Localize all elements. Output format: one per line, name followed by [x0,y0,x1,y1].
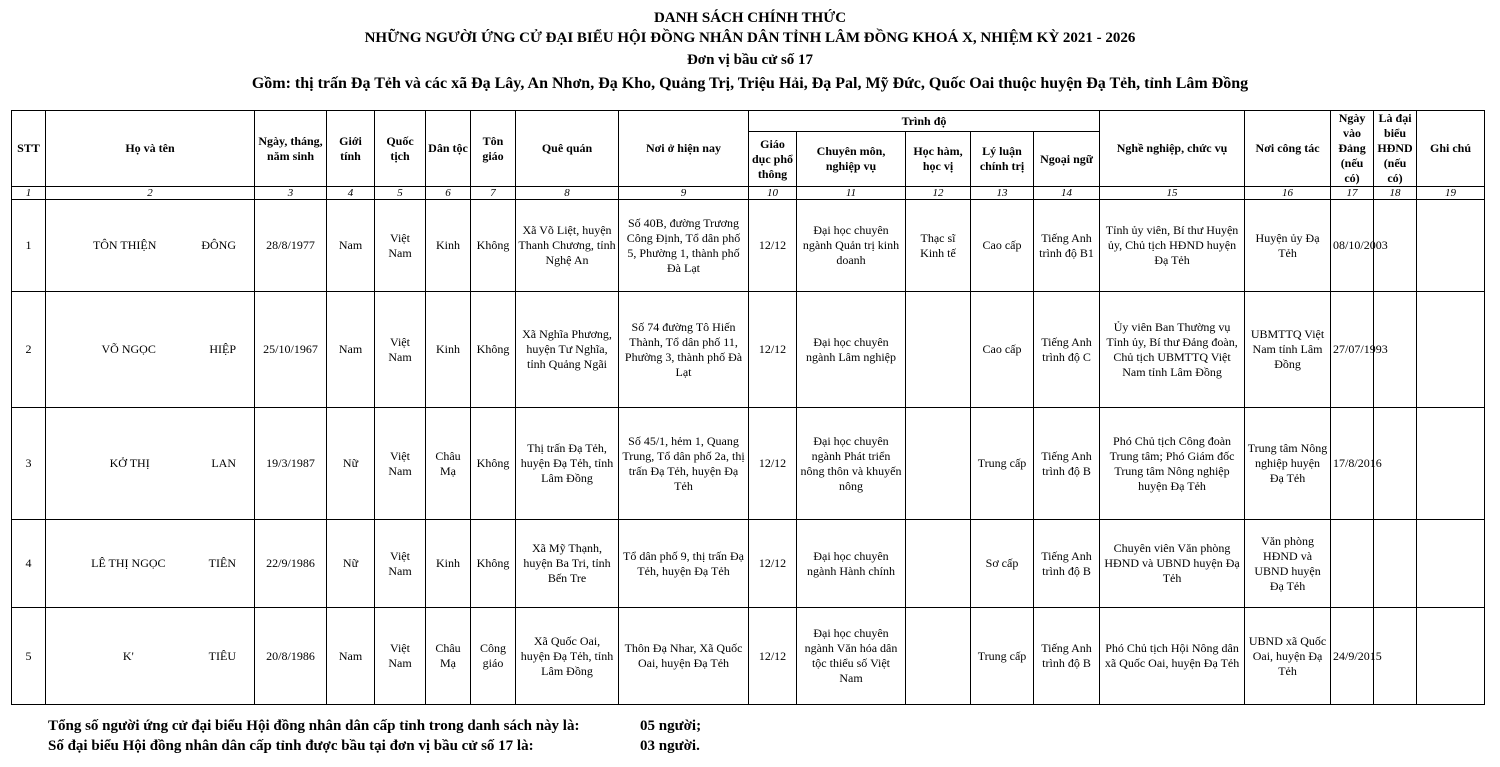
stt-cell: 2 [12,292,46,408]
politics-cell: Cao cấp [971,292,1034,408]
column-number: 17 [1331,187,1374,200]
surname: KỞ THỊ [109,456,150,470]
residence-cell: Số 45/1, hẻm 1, Quang Trung, Tổ dân phố 2a, thị trấn Đạ Tẻh, huyện Đạ Tẻh [619,408,749,520]
specialty-cell: Đại học chuyên ngành Quản trị kinh doanh [797,200,906,292]
candidate-row [12,200,1485,292]
ethnicity-cell: Châu Mạ [426,608,471,705]
header-occupation: Nghề nghiệp, chức vụ [1100,111,1245,187]
unit-scope: Gồm: thị trấn Đạ Tẻh và các xã Đạ Lây, An Nhơn, Đạ Kho, Quảng Trị, Triệu Hải, Đạ Pal, Mỹ Đức, Quốc Oai thuộc huyện Đạ Tẻh, tỉnh Lâm Đồng [251,75,1249,92]
occupation-cell: Ủy viên Ban Thường vụ Tỉnh ủy, Bí thư Đảng đoàn, Chủ tịch UBMTTQ Việt Nam tỉnh Lâm Đồng [1100,292,1245,408]
ethnicity-cell: Châu Mạ [426,408,471,520]
header-delegate: Là đại biểu HĐND (nếu có) [1374,111,1417,187]
doc-subtitle: NHỮNG NGƯỜI ỨNG CỬ ĐẠI BIỂU HỘI ĐỒNG NHÂN DÂN TỈNH LÂM ĐỒNG KHOÁ X, NHIỆM KỲ 2021 - 2026 [364,30,1136,46]
degree-cell: Thạc sĩ Kinh tế [906,200,971,292]
general-edu-cell: 12/12 [749,608,797,705]
workplace-cell: Trung tâm Nông nghiệp huyện Đạ Tẻh [1245,408,1331,520]
occupation-cell: Tỉnh ủy viên, Bí thư Huyện ủy, Chủ tịch HĐND huyện Đạ Tẻh [1100,200,1245,292]
general-edu-cell: 12/12 [749,408,797,520]
occupation-cell: Phó Chủ tịch Hội Nông dân xã Quốc Oai, huyện Đạ Tẻh [1100,608,1245,705]
electoral-unit: Đơn vị bầu cử số 17 [686,52,814,68]
header-politics: Lý luận chính trị [971,132,1034,187]
surname: K' [122,648,134,663]
given-name: LAN [211,456,236,470]
header-hometown: Quê quán [516,111,619,187]
header-religion: Tôn giáo [471,111,516,187]
nationality-cell: Việt Nam [375,292,426,408]
ethnicity-cell: Kinh [426,292,471,408]
stt-cell: 5 [12,608,46,705]
ethnicity-cell: Kinh [426,520,471,608]
candidate-table [11,110,1485,705]
language-cell: Tiếng Anh trình độ B1 [1034,200,1100,292]
dob-cell: 22/9/1986 [255,520,327,608]
column-number: 1 [12,187,46,200]
column-number: 5 [375,187,426,200]
given-name: HIỆP [209,342,236,356]
politics-cell: Cao cấp [971,200,1034,292]
header-specialty: Chuyên môn, nghiệp vụ [797,132,906,187]
nationality-cell: Việt Nam [375,520,426,608]
degree-cell [906,608,971,705]
given-name: TIÊN [208,556,236,570]
note-cell [1417,608,1485,705]
gender-cell: Nam [327,608,375,705]
degree-cell [906,408,971,520]
note-cell [1417,292,1485,408]
header-dob: Ngày, tháng, năm sinh [255,111,327,187]
occupation-cell: Chuyên viên Văn phòng HĐND và UBND huyện Đạ Tẻh [1100,520,1245,608]
nationality-cell: Việt Nam [375,408,426,520]
name-cell [46,200,255,292]
religion-cell: Không [471,408,516,520]
specialty-cell: Đại học chuyên ngành Lâm nghiệp [797,292,906,408]
header-language: Ngoại ngữ [1034,132,1100,187]
specialty-cell: Đại học chuyên ngành Hành chính [797,520,906,608]
residence-cell: Số 40B, đường Trương Công Định, Tổ dân phố 5, Phường 1, thành phố Đà Lạt [619,200,749,292]
hometown-cell: Xã Mỹ Thạnh, huyện Ba Tri, tỉnh Bến Tre [516,520,619,608]
note-cell [1417,200,1485,292]
language-cell: Tiếng Anh trình độ B [1034,520,1100,608]
column-number: 16 [1245,187,1331,200]
header-workplace: Nơi công tác [1245,111,1331,187]
gender-cell: Nữ [327,520,375,608]
gender-cell: Nam [327,200,375,292]
column-number: 11 [797,187,906,200]
column-number: 18 [1374,187,1417,200]
language-cell: Tiếng Anh trình độ B [1034,408,1100,520]
header-general-edu: Giáo dục phổ thông [749,132,797,187]
surname: TÔN THIỆN [92,238,157,252]
candidate-rows [12,200,1485,705]
workplace-cell: Văn phòng HĐND và UBND huyện Đạ Tẻh [1245,520,1331,608]
total-candidates-value: 05 người; [640,718,702,734]
specialty-cell: Đại học chuyên ngành Phát triển nông thôn và khuyến nông [797,408,906,520]
delegate-cell [1374,520,1417,608]
column-number: 12 [906,187,971,200]
header-residence: Nơi ở hiện nay [619,111,749,187]
header-party-date: Ngày vào Đảng (nếu có) [1331,111,1374,187]
hometown-cell: Xã Quốc Oai, huyện Đạ Tẻh, tỉnh Lâm Đồng [516,608,619,705]
politics-cell: Trung cấp [971,608,1034,705]
workplace-cell: UBMTTQ Việt Nam tỉnh Lâm Đồng [1245,292,1331,408]
header-nationality: Quốc tịch [375,111,426,187]
column-number: 7 [471,187,516,200]
hometown-cell: Xã Nghĩa Phương, huyện Tư Nghĩa, tỉnh Quảng Ngãi [516,292,619,408]
given-name: TIÊU [208,648,236,663]
ethnicity-cell: Kinh [426,200,471,292]
gender-cell: Nữ [327,408,375,520]
column-number: 6 [426,187,471,200]
hometown-cell: Xã Võ Liệt, huyện Thanh Chương, tỉnh Nghệ An [516,200,619,292]
candidate-row [12,408,1485,520]
note-cell [1417,408,1485,520]
header-note: Ghi chú [1417,111,1485,187]
language-cell: Tiếng Anh trình độ B [1034,608,1100,705]
column-number: 19 [1417,187,1485,200]
dob-cell: 19/3/1987 [255,408,327,520]
name-cell [46,408,255,520]
general-edu-cell: 12/12 [749,200,797,292]
gender-cell: Nam [327,292,375,408]
stt-cell: 4 [12,520,46,608]
residence-cell: Tổ dân phố 9, thị trấn Đạ Tẻh, huyện Đạ Tẻh [619,520,749,608]
religion-cell: Không [471,292,516,408]
column-number: 13 [971,187,1034,200]
column-number: 15 [1100,187,1245,200]
occupation-cell: Phó Chủ tịch Công đoàn Trung tâm; Phó Giám đốc Trung tâm Nông nghiệp huyện Đạ Tẻh [1100,408,1245,520]
dob-cell: 25/10/1967 [255,292,327,408]
dob-cell: 20/8/1986 [255,608,327,705]
party-date-cell: 17/8/2016 [1331,408,1374,520]
degree-cell [906,292,971,408]
party-date-cell: 27/07/1993 [1331,292,1374,408]
party-date-cell: 08/10/2003 [1331,200,1374,292]
name-cell [46,520,255,608]
elected-count-label: Số đại biểu Hội đồng nhân dân cấp tỉnh được bầu tại đơn vị bầu cử số 17 là: [48,738,534,754]
workplace-cell: UBND xã Quốc Oai, huyện Đạ Tẻh [1245,608,1331,705]
dob-cell: 28/8/1977 [255,200,327,292]
politics-cell: Sơ cấp [971,520,1034,608]
general-edu-cell: 12/12 [749,520,797,608]
party-date-cell [1331,520,1374,608]
politics-cell: Trung cấp [971,408,1034,520]
residence-cell: Số 74 đường Tô Hiến Thành, Tổ dân phố 11, Phường 3, thành phố Đà Lạt [619,292,749,408]
column-number: 10 [749,187,797,200]
total-candidates-label: Tổng số người ứng cử đại biểu Hội đồng nhân dân cấp tỉnh trong danh sách này là: [48,718,580,734]
surname: VÕ NGỌC [101,342,156,356]
stt-cell: 3 [12,408,46,520]
column-number: 8 [516,187,619,200]
name-cell [46,292,255,408]
workplace-cell: Huyện ủy Đạ Tẻh [1245,200,1331,292]
given-name: ĐÔNG [201,238,236,252]
doc-title: DANH SÁCH CHÍNH THỨC [653,10,847,26]
header-name: Họ và tên [46,111,255,187]
column-number: 2 [46,187,255,200]
religion-cell: Không [471,520,516,608]
party-date-cell: 24/9/2015 [1331,608,1374,705]
column-number: 14 [1034,187,1100,200]
name-cell [46,608,255,705]
column-number: 9 [619,187,749,200]
summary-footer [48,716,702,756]
residence-cell: Thôn Đạ Nhar, Xã Quốc Oai, huyện Đạ Tẻh [619,608,749,705]
degree-cell [906,520,971,608]
religion-cell: Công giáo [471,608,516,705]
stt-cell: 1 [12,200,46,292]
candidate-row [12,520,1485,608]
header-degree: Học hàm, học vị [906,132,971,187]
religion-cell: Không [471,200,516,292]
column-number: 4 [327,187,375,200]
header-gender: Giới tính [327,111,375,187]
document-title-block [0,8,1500,96]
candidate-row [12,608,1485,705]
header-education-group: Trình độ [749,111,1100,132]
elected-count-value: 03 người. [640,738,700,754]
specialty-cell: Đại học chuyên ngành Văn hóa dân tộc thiểu số Việt Nam [797,608,906,705]
candidate-row [12,292,1485,408]
nationality-cell: Việt Nam [375,200,426,292]
hometown-cell: Thị trấn Đạ Tẻh, huyện Đạ Tẻh, tỉnh Lâm Đồng [516,408,619,520]
note-cell [1417,520,1485,608]
surname: LÊ THỊ NGỌC [91,556,166,570]
nationality-cell: Việt Nam [375,608,426,705]
header-ethnicity: Dân tộc [426,111,471,187]
column-number: 3 [255,187,327,200]
general-edu-cell: 12/12 [749,292,797,408]
language-cell: Tiếng Anh trình độ C [1034,292,1100,408]
header-stt: STT [12,111,46,187]
